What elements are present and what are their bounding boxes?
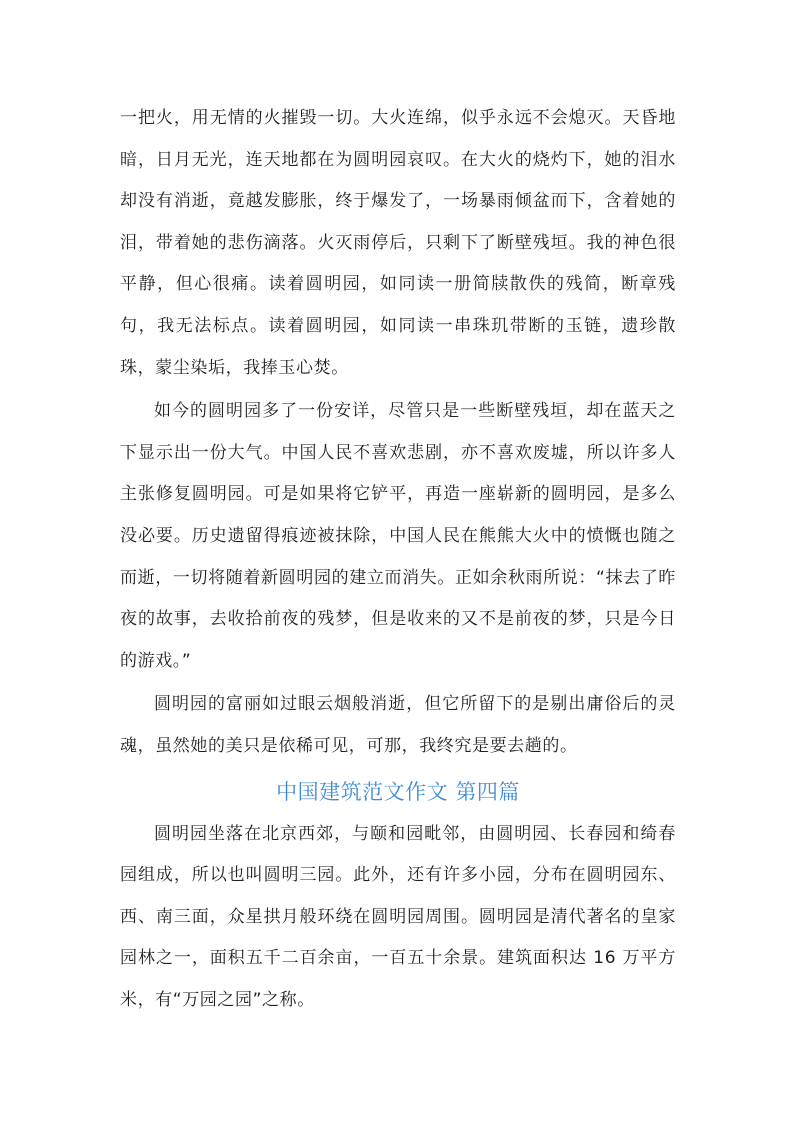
body-paragraph: 一把火，用无情的火摧毁一切。大火连绵，似乎永远不会熄灭。天昏地暗，日月无光，连天地都在为圆明园哀叹。在大火的烧灼下，她的泪水却没有消逝，竟越发膨胀，终于爆发了，一场暴雨倾盆而下，含着她的泪，带着她的悲伤滴落。火灭雨停后，只剩下了断壁残垣。我的神色很平静，但心很痛。读着圆明园，如同读一册简牍散佚的残简，断章残句，我无法标点。读着圆明园，如同读一串珠玑带断的玉链，遗珍散珠，蒙尘染垢，我捧玉心焚。	[120, 108, 676, 378]
section-heading: 中国建筑范文作文 第四篇	[276, 779, 520, 804]
document-body	[120, 98, 676, 1023]
body-paragraph: 如今的圆明园多了一份安详，尽管只是一些断壁残垣，却在蓝天之下显示出一份大气。中国人民不喜欢悲剧，亦不喜欢废墟，所以许多人主张修复圆明园。可是如果将它铲平，再造一座崭新的圆明园，是多么没必要。历史遗留得痕迹被抹除，中国人民在熊熊大火中的愤慨也随之而逝，一切将随着新圆明园的建立而消失。正如余秋雨所说：“抹去了昨夜的故事，去收拾前夜的残梦，但是收来的又不是前夜的梦，只是今日的游戏。”	[120, 401, 676, 671]
body-paragraph: 圆明园坐落在北京西郊，与颐和园毗邻，由圆明园、长春园和绮春园组成，所以也叫圆明三园。此外，还有许多小园，分布在圆明园东、西、南三面，众星拱月般环绕在圆明园周围。圆明园是清代著名的皇家园林之一，面积五千二百余亩，一百五十余景。建筑面积达 16 万平方米，有“万园之园”之称。	[120, 823, 676, 1010]
body-paragraph: 圆明园的富丽如过眼云烟般消逝，但它所留下的是剔出庸俗后的灵魂，虽然她的美只是依稀可见，可那，我终究是要去趟的。	[120, 694, 676, 756]
